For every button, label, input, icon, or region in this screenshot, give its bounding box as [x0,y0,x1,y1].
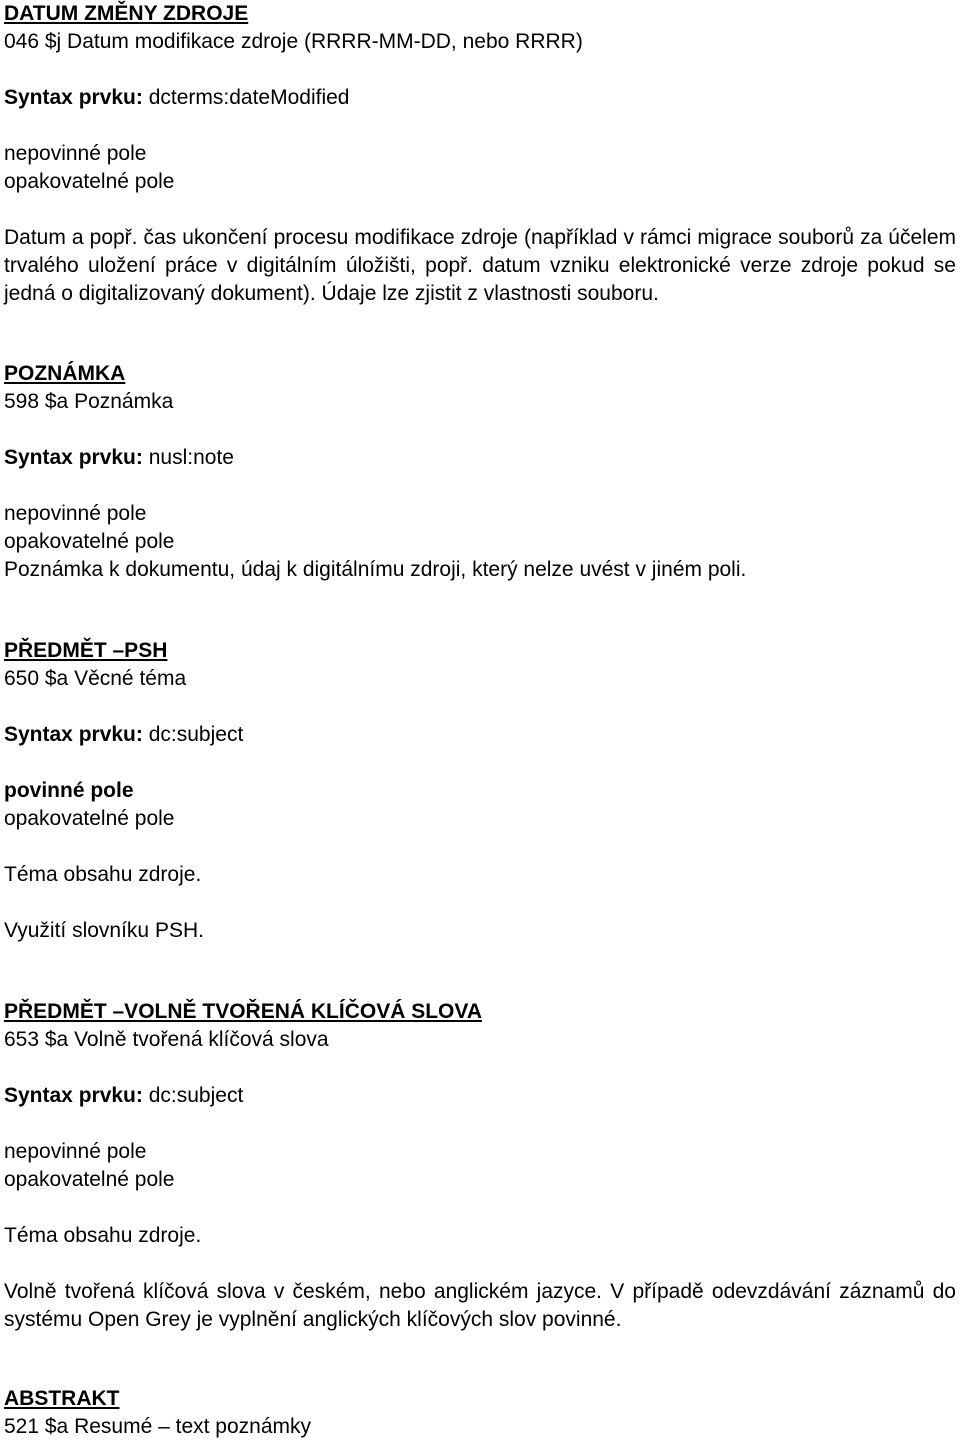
section-heading: DATUM ZMĚNY ZDROJE [4,2,249,25]
section-abstract [4,1385,956,1441]
description: Poznámka k dokumentu, údaj k digitálnímu zdroji, který nelze uvést v jiném poli. [4,558,747,581]
syntax-value: dc:subject [142,1084,244,1107]
section-heading: PŘEDMĚT –PSH [4,639,168,662]
syntax-line [4,1082,956,1110]
obligation: nepovinné pole [4,1140,147,1163]
syntax-value: nusl:note [142,446,234,469]
syntax-line [4,721,956,749]
syntax-label: Syntax prvku: [4,86,143,109]
section-note [4,360,956,584]
section-heading: POZNÁMKA [4,362,126,385]
repeatability: opakovatelné pole [4,530,175,553]
field-code: 650 $a Věcné téma [4,667,187,690]
keywords-note: Volně tvořená klíčová slova v českém, nebo anglickém jazyce. V případě odevzdávání záznamů do systému Open Grey je vyplnění anglických klíčových slov povinné. [4,1280,956,1331]
section-subject-keywords [4,998,956,1334]
description: Datum a popř. čas ukončení procesu modifikace zdroje (například v rámci migrace souborů za účelem trvalého uložení práce v digitálním úložišti, popř. datum vzniku elektronické verze zdroje pokud se jedná o digitalizovaný dokument). Údaje lze zjistit z vlastnosti souboru. [4,226,956,305]
syntax-label: Syntax prvku: [4,1084,143,1107]
syntax-line [4,444,956,472]
syntax-label: Syntax prvku: [4,723,143,746]
field-code: 653 $a Volně tvořená klíčová slova [4,1028,329,1051]
obligation: nepovinné pole [4,142,147,165]
repeatability: opakovatelné pole [4,170,175,193]
obligation: nepovinné pole [4,502,147,525]
section-heading: PŘEDMĚT –VOLNĚ TVOŘENÁ KLÍČOVÁ SLOVA [4,1000,482,1023]
description: Téma obsahu zdroje. [4,1224,202,1247]
section-heading: ABSTRAKT [4,1387,120,1410]
obligation: povinné pole [4,779,134,802]
field-code: 046 $j Datum modifikace zdroje (RRRR-MM-DD, nebo RRRR) [4,30,583,53]
syntax-line [4,84,956,112]
syntax-value: dc:subject [142,723,244,746]
repeatability: opakovatelné pole [4,807,175,830]
repeatability: opakovatelné pole [4,1168,175,1191]
syntax-value: dcterms:dateModified [142,86,350,109]
section-date-modified [4,0,956,308]
syntax-label: Syntax prvku: [4,446,143,469]
field-code: 598 $a Poznámka [4,390,174,413]
section-subject-psh [4,637,956,945]
vocabulary-note: Využití slovníku PSH. [4,919,204,942]
field-code: 521 $a Resumé – text poznámky [4,1415,312,1438]
description: Téma obsahu zdroje. [4,863,202,886]
